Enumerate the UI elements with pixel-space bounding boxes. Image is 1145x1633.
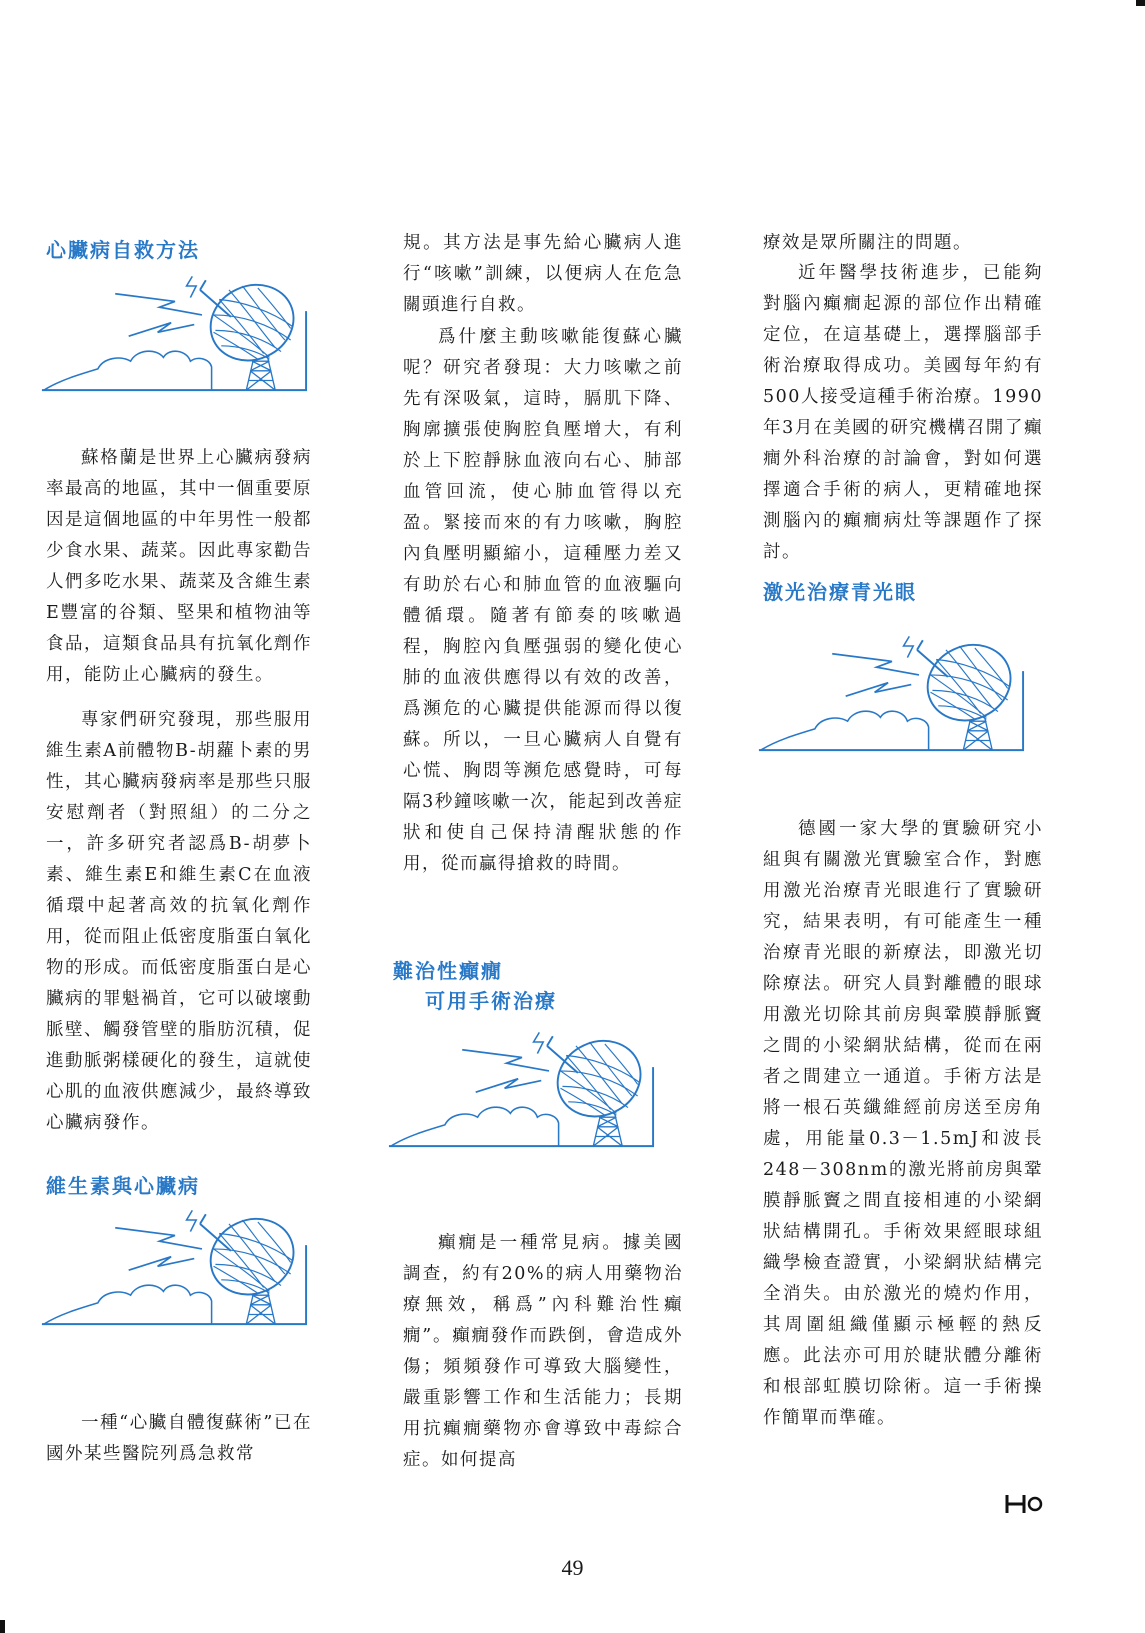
scan-edge-mark — [0, 1620, 5, 1633]
scan-edge-mark — [1136, 0, 1145, 6]
paragraph: 蘇格蘭是世界上心臟病發病率最高的地區，其中一個重要原因是這個地區的中年男性一般都少食水果、蔬菜。因此專家勸告人們多吃水果、蔬菜及含維生素E豐富的谷類、堅果和植物油等食品，這類食品具有抗氧化劑作用，能防止心臟病的發生。 — [46, 448, 312, 685]
satellite-dish-illustration — [757, 626, 1025, 774]
paragraph: 一種“心臟自體復蘇術”已在國外某些醫院列爲急救常 — [46, 1413, 312, 1464]
paragraph: 爲什麼主動咳嗽能復蘇心臟呢？研究者發現：大力咳嗽之前先有深吸氣，這時，膈肌下降、胸廓擴張使胸腔負壓增大，有利於上下腔靜脉血液向右心、肺部血管回流，使心肺血管得以充盈。緊接而來的有力咳嗽，胸腔內負壓明顯縮小，這種壓力差又有助於右心和肺血管的血液驅向體循環。隨著有節奏的咳嗽過程，胸腔內負壓强弱的變化使心肺的血液供應得以有效的改善，爲瀕危的心臟提供能源而得以復蘇。所以，一旦心臟病人自覺有心慌、胸悶等瀕危感覺時，可每隔3秒鐘咳嗽一次，能起到改善症狀和使自己保持清醒狀態的作用，從而贏得搶救的時間。 — [403, 327, 683, 874]
paragraph: 癲癇是一種常見病。據美國調查，約有20%的病人用藥物治療無效，稱爲”內科難治性癲癇”。癲癇發作而跌倒，會造成外傷；頻頻發作可導致大腦變性，嚴重影響工作和生活能力；長期用抗癲癇藥物亦會導致中毒綜合症。如何提高 — [403, 1233, 683, 1470]
paragraph: 規。其方法是事先給心臟病人進行“咳嗽”訓練，以便病人在危急關頭進行自救。 — [403, 233, 683, 315]
paragraph: 德國一家大學的實驗研究小組與有關激光實驗室合作，對應用激光治療青光眼進行了實驗研究，結果表明，有可能產生一種治療青光眼的新療法，即激光切除療法。研究人員對離體的眼球用激光切除其前房與鞏膜靜脈竇之間的小梁網狀結構，從而在兩者之間建立一通道。手術方法是將一根石英纖維經前房送至房角處，用能量0.3－1.5mJ和波長248－308nm的激光將前房與鞏膜靜脈竇之間直接相連的小梁網狀結構開孔。手術效果經眼球組織學檢查證實，小梁網狀結構完全消失。由於激光的燒灼作用，其周圍組織僅顯示極輕的熱反應。此法亦可用於睫狀體分離術和根部虹膜切除術。這一手術操作簡單而準確。 — [763, 819, 1043, 1428]
end-of-article-logo — [1004, 1493, 1044, 1515]
paragraph: 療效是眾所關注的問題。 — [763, 233, 972, 253]
heading-glaucoma: 激光治療青光眼 — [763, 580, 917, 604]
satellite-dish-illustration — [40, 266, 308, 414]
satellite-dish-illustration — [387, 1022, 655, 1170]
satellite-dish-illustration — [40, 1200, 308, 1348]
heading-epilepsy-line1: 難治性癲癇 — [393, 959, 503, 983]
heading-vitamins: 維生素與心臟病 — [46, 1174, 200, 1198]
paragraph: 近年醫學技術進步，已能夠對腦內癲癎起源的部位作出精確定位，在這基礎上，選擇腦部手術治療取得成功。美國每年約有500人接受這種手術治療。1990年3月在美國的研究機構召開了癲癎外科治療的討論會，對如何選擇適合手術的病人，更精確地探測腦內的癲癎病灶等課題作了探討。 — [763, 263, 1043, 562]
paragraph: 專家們研究發現，那些服用維生素A前體物B-胡蘿卜素的男性，其心臟病發病率是那些只服安慰劑者（對照組）的二分之一，許多研究者認爲B-胡夢卜素、維生素E和維生素C在血液循環中起著高效的抗氧化劑作用，從而阻止低密度脂蛋白氧化物的形成。而低密度脂蛋白是心臟病的罪魁禍首，它可以破壞動脈壁、觸發管壁的脂肪沉積，促進動脈粥樣硬化的發生，這就使心肌的血液供應減少，最終導致心臟病發作。 — [46, 710, 312, 1133]
heading-epilepsy-line2: 可用手術治療 — [425, 989, 557, 1013]
heading-self-rescue: 心臟病自救方法 — [46, 238, 200, 262]
page-number: 49 — [561, 1555, 584, 1580]
